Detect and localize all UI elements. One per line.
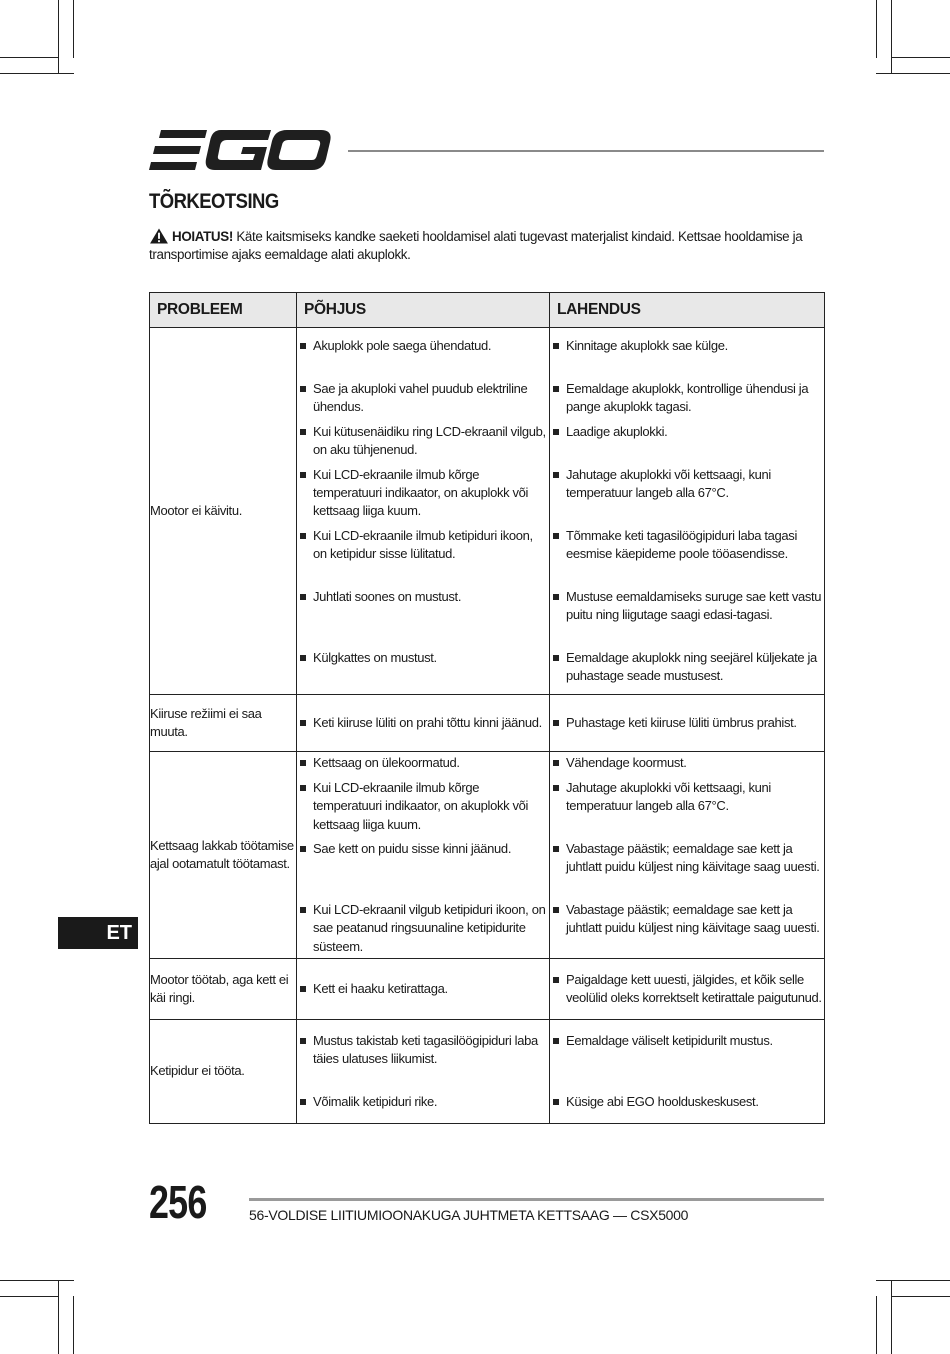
crop-mark bbox=[891, 0, 892, 74]
list-item: Kui LCD-ekraanile ilmub ketipiduri ikoon, on ketipidur sisse lülitatud. bbox=[297, 527, 549, 582]
crop-mark bbox=[58, 0, 59, 74]
bullet-icon bbox=[300, 785, 306, 791]
list-item: Kui LCD-ekraanile ilmub kõrge temperatuuri indikaator, on akuplokk või kettsaag liiga kuum. bbox=[297, 779, 549, 834]
bullet-icon bbox=[553, 977, 559, 983]
list-item: Kett ei haaku ketirattaga. bbox=[297, 980, 549, 998]
warning-icon bbox=[149, 228, 169, 244]
crop-mark bbox=[0, 57, 58, 58]
solution-cell bbox=[550, 752, 825, 959]
solution-cell bbox=[550, 328, 825, 695]
bullet-icon bbox=[300, 343, 306, 349]
list-item: Võimalik ketipiduri rike. bbox=[297, 1093, 549, 1111]
solution-cell bbox=[550, 695, 825, 752]
list-item: Kui kütusenäidiku ring LCD-ekraanil vilgub, on aku tühjenenud. bbox=[297, 423, 549, 460]
list-item: Paigaldage kett uuesti, jälgides, et kõik selle veolülid oleks korrektselt ketirattale paigutunud. bbox=[550, 971, 824, 1008]
list-item: Kettsaag on ülekoormatud. bbox=[297, 754, 549, 773]
page-number: 256 bbox=[149, 1176, 207, 1228]
list-item: Kui LCD-ekraanil vilgub ketipiduri ikoon, on sae peatanud ringsuunaline ketipidurite süsteem. bbox=[297, 901, 549, 956]
crop-mark bbox=[58, 1280, 59, 1354]
list-item: Juhtlati soones on mustust. bbox=[297, 588, 549, 643]
list-item: Sae kett on puidu sisse kinni jäänud. bbox=[297, 840, 549, 895]
warning-notice bbox=[149, 228, 825, 264]
bullet-icon bbox=[300, 533, 306, 539]
bullet-icon bbox=[553, 907, 559, 913]
list-item: Sae ja akuploki vahel puudub elektriline ühendus. bbox=[297, 380, 549, 417]
list-item: Vabastage päästik; eemaldage sae kett ja juhtlatt puidu küljest ning käivitage saag uuesti. bbox=[550, 901, 824, 956]
problem-cell: Mootor ei käivitu. bbox=[150, 328, 297, 695]
bullet-icon bbox=[553, 533, 559, 539]
list-item: Akuplokk pole saega ühendatud. bbox=[297, 337, 549, 374]
problem-cell: Ketipidur ei tööta. bbox=[150, 1020, 297, 1124]
table-row bbox=[150, 752, 825, 959]
cause-cell bbox=[297, 1020, 550, 1124]
footer-rule bbox=[249, 1198, 824, 1201]
header-rule bbox=[348, 150, 824, 152]
bullet-icon bbox=[553, 1099, 559, 1105]
list-item: Vabastage päästik; eemaldage sae kett ja juhtlatt puidu küljest ning käivitage saag uuesti. bbox=[550, 840, 824, 895]
list-item: Laadige akuplokki. bbox=[550, 423, 824, 460]
crop-mark bbox=[73, 0, 74, 58]
crop-mark bbox=[892, 57, 950, 58]
bullet-icon bbox=[553, 594, 559, 600]
warning-text: Käte kaitsmiseks kandke saeketi hooldamisel alati tugevast materjalist kindaid. Kettsae hooldamise ja transportimise ajaks eemaldage alati akuplokk. bbox=[149, 229, 803, 262]
bullet-icon bbox=[300, 1099, 306, 1105]
problem-cell: Kettsaag lakkab töötamise ajal ootamatult töötamast. bbox=[150, 752, 297, 959]
column-header-cause: PÕHJUS bbox=[297, 293, 550, 328]
bullet-icon bbox=[553, 429, 559, 435]
bullet-icon bbox=[553, 343, 559, 349]
solution-cell bbox=[550, 1020, 825, 1124]
list-item: Kinnitage akuplokk sae külge. bbox=[550, 337, 824, 374]
crop-mark bbox=[891, 1280, 892, 1354]
bullet-icon bbox=[300, 1038, 306, 1044]
footer-title: 56-VOLDISE LIITIUMIOONAKUGA JUHTMETA KETTSAAG — CSX5000 bbox=[249, 1207, 689, 1223]
list-item: Keti kiiruse lüliti on prahi tõttu kinni jäänud. bbox=[297, 714, 549, 732]
list-item: Tõmmake keti tagasilöögipiduri laba tagasi eesmise käepideme poole tööasendisse. bbox=[550, 527, 824, 582]
list-item: Puhastage keti kiiruse lüliti ümbrus prahist. bbox=[550, 714, 824, 732]
crop-mark bbox=[876, 1296, 877, 1354]
bullet-icon bbox=[300, 655, 306, 661]
cause-cell bbox=[297, 959, 550, 1020]
crop-mark bbox=[0, 73, 74, 74]
bullet-icon bbox=[553, 785, 559, 791]
language-tab: ET bbox=[58, 917, 138, 949]
list-item: Jahutage akuplokki või kettsaagi, kuni temperatuur langeb alla 67°C. bbox=[550, 779, 824, 834]
table-row bbox=[150, 1020, 825, 1124]
bullet-icon bbox=[300, 429, 306, 435]
bullet-icon bbox=[553, 760, 559, 766]
column-header-problem: PROBLEEM bbox=[150, 293, 297, 328]
bullet-icon bbox=[300, 472, 306, 478]
list-item: Mustus takistab keti tagasilöögipiduri laba täies ulatuses liikumist. bbox=[297, 1032, 549, 1087]
table-header-row bbox=[150, 293, 825, 328]
crop-mark bbox=[876, 1280, 950, 1281]
list-item: Külgkattes on mustust. bbox=[297, 649, 549, 686]
crop-mark bbox=[0, 1280, 74, 1281]
crop-mark bbox=[876, 0, 877, 58]
crop-mark bbox=[73, 1296, 74, 1354]
list-item: Kui LCD-ekraanile ilmub kõrge temperatuuri indikaator, on akuplokk või kettsaag liiga kuum. bbox=[297, 466, 549, 521]
cause-cell bbox=[297, 695, 550, 752]
problem-cell: Kiiruse režiimi ei saa muuta. bbox=[150, 695, 297, 752]
table-row bbox=[150, 959, 825, 1020]
bullet-icon bbox=[300, 907, 306, 913]
ego-logo bbox=[149, 128, 331, 172]
solution-cell bbox=[550, 959, 825, 1020]
list-item: Jahutage akuplokki või kettsaagi, kuni temperatuur langeb alla 67°C. bbox=[550, 466, 824, 521]
troubleshooting-table bbox=[149, 292, 825, 1124]
bullet-icon bbox=[553, 472, 559, 478]
bullet-icon bbox=[553, 1038, 559, 1044]
bullet-icon bbox=[300, 720, 306, 726]
bullet-icon bbox=[553, 846, 559, 852]
list-item: Küsige abi EGO hoolduskeskusest. bbox=[550, 1093, 824, 1111]
bullet-icon bbox=[300, 760, 306, 766]
list-item: Eemaldage väliselt ketipidurilt mustus. bbox=[550, 1032, 824, 1087]
cause-cell bbox=[297, 328, 550, 695]
list-item: Vähendage koormust. bbox=[550, 754, 824, 773]
page-title: TÕRKEOTSING bbox=[149, 190, 279, 213]
list-item: Mustuse eemaldamiseks suruge sae kett vastu puitu ning liigutage saagi edasi-tagasi. bbox=[550, 588, 824, 643]
table-row bbox=[150, 695, 825, 752]
bullet-icon bbox=[553, 655, 559, 661]
crop-mark bbox=[876, 73, 950, 74]
crop-mark bbox=[892, 1296, 950, 1297]
problem-cell: Mootor töötab, aga kett ei käi ringi. bbox=[150, 959, 297, 1020]
warning-label: HOIATUS! bbox=[172, 229, 233, 244]
bullet-icon bbox=[300, 594, 306, 600]
bullet-icon bbox=[553, 720, 559, 726]
crop-mark bbox=[0, 1296, 58, 1297]
cause-cell bbox=[297, 752, 550, 959]
table-row bbox=[150, 328, 825, 695]
list-item: Eemaldage akuplokk, kontrollige ühendusi ja pange akuplokk tagasi. bbox=[550, 380, 824, 417]
bullet-icon bbox=[553, 386, 559, 392]
list-item: Eemaldage akuplokk ning seejärel küljekate ja puhastage seade mustusest. bbox=[550, 649, 824, 686]
column-header-solution: LAHENDUS bbox=[550, 293, 825, 328]
bullet-icon bbox=[300, 386, 306, 392]
bullet-icon bbox=[300, 986, 306, 992]
bullet-icon bbox=[300, 846, 306, 852]
